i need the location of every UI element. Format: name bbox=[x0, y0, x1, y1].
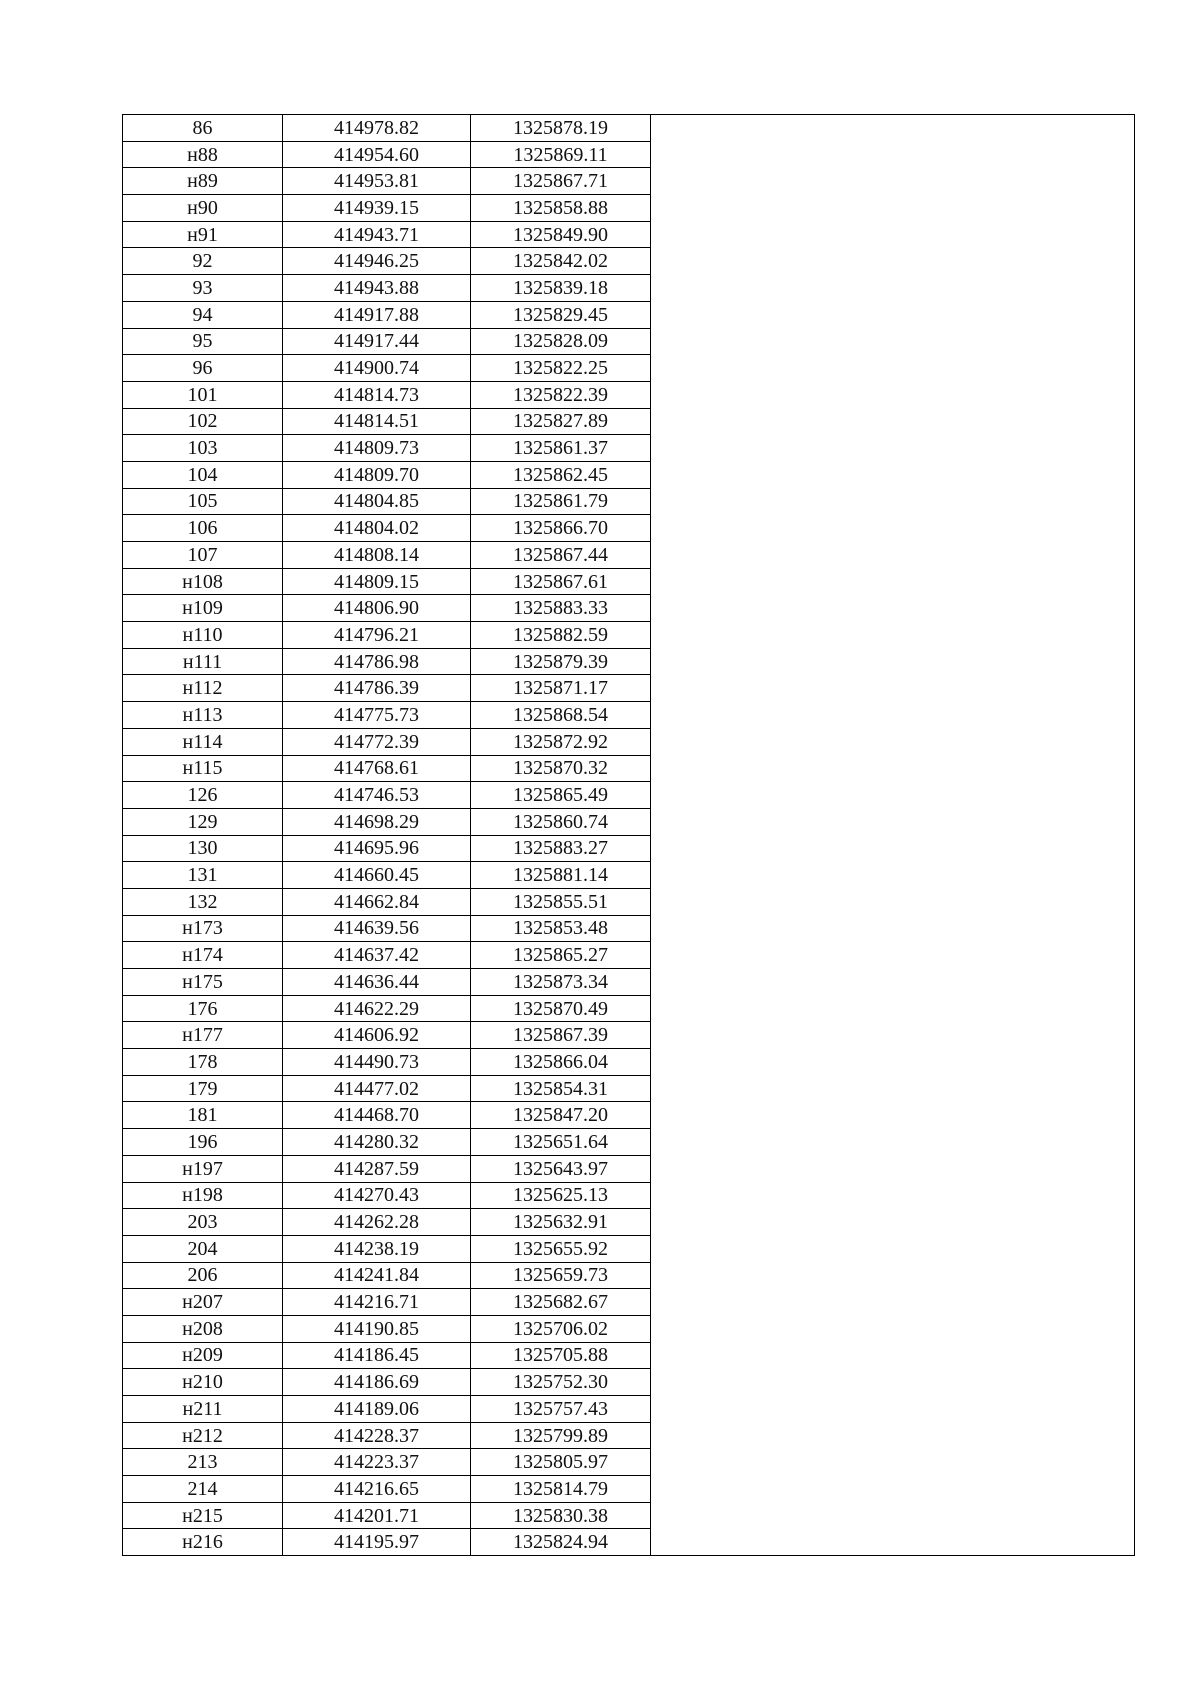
y-coordinate-cell: 1325878.19 bbox=[471, 115, 651, 142]
y-coordinate-cell: 1325822.39 bbox=[471, 381, 651, 408]
point-number-cell: 176 bbox=[123, 995, 283, 1022]
point-number-cell: 203 bbox=[123, 1209, 283, 1236]
point-number-cell: н209 bbox=[123, 1342, 283, 1369]
point-number-cell: н89 bbox=[123, 168, 283, 195]
point-number-cell: н88 bbox=[123, 141, 283, 168]
point-number-cell: н198 bbox=[123, 1182, 283, 1209]
point-number-cell: н197 bbox=[123, 1155, 283, 1182]
x-coordinate-cell: 414775.73 bbox=[283, 702, 471, 729]
point-number-cell: н216 bbox=[123, 1529, 283, 1556]
x-coordinate-cell: 414917.88 bbox=[283, 301, 471, 328]
x-coordinate-cell: 414943.71 bbox=[283, 221, 471, 248]
y-coordinate-cell: 1325865.49 bbox=[471, 782, 651, 809]
x-coordinate-cell: 414216.65 bbox=[283, 1476, 471, 1503]
point-number-cell: 131 bbox=[123, 862, 283, 889]
x-coordinate-cell: 414698.29 bbox=[283, 808, 471, 835]
point-number-cell: 213 bbox=[123, 1449, 283, 1476]
point-number-cell: н212 bbox=[123, 1422, 283, 1449]
y-coordinate-cell: 1325866.70 bbox=[471, 515, 651, 542]
point-number-cell: н207 bbox=[123, 1289, 283, 1316]
point-number-cell: 179 bbox=[123, 1075, 283, 1102]
coordinates-table-body bbox=[123, 115, 1135, 1556]
y-coordinate-cell: 1325828.09 bbox=[471, 328, 651, 355]
point-number-cell: 102 bbox=[123, 408, 283, 435]
y-coordinate-cell: 1325866.04 bbox=[471, 1049, 651, 1076]
y-coordinate-cell: 1325870.49 bbox=[471, 995, 651, 1022]
y-coordinate-cell: 1325883.33 bbox=[471, 595, 651, 622]
x-coordinate-cell: 414228.37 bbox=[283, 1422, 471, 1449]
x-coordinate-cell: 414287.59 bbox=[283, 1155, 471, 1182]
point-number-cell: 107 bbox=[123, 542, 283, 569]
y-coordinate-cell: 1325839.18 bbox=[471, 275, 651, 302]
y-coordinate-cell: 1325867.71 bbox=[471, 168, 651, 195]
point-number-cell: 103 bbox=[123, 435, 283, 462]
x-coordinate-cell: 414900.74 bbox=[283, 355, 471, 382]
y-coordinate-cell: 1325854.31 bbox=[471, 1075, 651, 1102]
point-number-cell: 94 bbox=[123, 301, 283, 328]
point-number-cell: н215 bbox=[123, 1502, 283, 1529]
point-number-cell: н90 bbox=[123, 195, 283, 222]
point-number-cell: 181 bbox=[123, 1102, 283, 1129]
x-coordinate-cell: 414468.70 bbox=[283, 1102, 471, 1129]
table-row bbox=[123, 115, 1135, 142]
point-number-cell: н210 bbox=[123, 1369, 283, 1396]
x-coordinate-cell: 414746.53 bbox=[283, 782, 471, 809]
x-coordinate-cell: 414809.70 bbox=[283, 461, 471, 488]
y-coordinate-cell: 1325865.27 bbox=[471, 942, 651, 969]
point-number-cell: 105 bbox=[123, 488, 283, 515]
point-number-cell: 92 bbox=[123, 248, 283, 275]
x-coordinate-cell: 414814.73 bbox=[283, 381, 471, 408]
x-coordinate-cell: 414917.44 bbox=[283, 328, 471, 355]
y-coordinate-cell: 1325814.79 bbox=[471, 1476, 651, 1503]
x-coordinate-cell: 414809.73 bbox=[283, 435, 471, 462]
point-number-cell: н114 bbox=[123, 728, 283, 755]
x-coordinate-cell: 414216.71 bbox=[283, 1289, 471, 1316]
y-coordinate-cell: 1325625.13 bbox=[471, 1182, 651, 1209]
y-coordinate-cell: 1325706.02 bbox=[471, 1315, 651, 1342]
point-number-cell: 132 bbox=[123, 888, 283, 915]
coordinates-table bbox=[122, 114, 1135, 1556]
y-coordinate-cell: 1325858.88 bbox=[471, 195, 651, 222]
y-coordinate-cell: 1325867.44 bbox=[471, 542, 651, 569]
y-coordinate-cell: 1325872.92 bbox=[471, 728, 651, 755]
point-number-cell: н108 bbox=[123, 568, 283, 595]
y-coordinate-cell: 1325824.94 bbox=[471, 1529, 651, 1556]
point-number-cell: н115 bbox=[123, 755, 283, 782]
y-coordinate-cell: 1325869.11 bbox=[471, 141, 651, 168]
point-number-cell: н112 bbox=[123, 675, 283, 702]
y-coordinate-cell: 1325882.59 bbox=[471, 622, 651, 649]
y-coordinate-cell: 1325659.73 bbox=[471, 1262, 651, 1289]
point-number-cell: 96 bbox=[123, 355, 283, 382]
x-coordinate-cell: 414772.39 bbox=[283, 728, 471, 755]
point-number-cell: 204 bbox=[123, 1235, 283, 1262]
x-coordinate-cell: 414695.96 bbox=[283, 835, 471, 862]
x-coordinate-cell: 414189.06 bbox=[283, 1396, 471, 1423]
empty-notes-cell bbox=[651, 115, 1135, 1556]
x-coordinate-cell: 414636.44 bbox=[283, 969, 471, 996]
y-coordinate-cell: 1325849.90 bbox=[471, 221, 651, 248]
point-number-cell: н174 bbox=[123, 942, 283, 969]
x-coordinate-cell: 414637.42 bbox=[283, 942, 471, 969]
y-coordinate-cell: 1325861.79 bbox=[471, 488, 651, 515]
x-coordinate-cell: 414662.84 bbox=[283, 888, 471, 915]
x-coordinate-cell: 414186.45 bbox=[283, 1342, 471, 1369]
y-coordinate-cell: 1325862.45 bbox=[471, 461, 651, 488]
y-coordinate-cell: 1325842.02 bbox=[471, 248, 651, 275]
y-coordinate-cell: 1325847.20 bbox=[471, 1102, 651, 1129]
y-coordinate-cell: 1325752.30 bbox=[471, 1369, 651, 1396]
x-coordinate-cell: 414953.81 bbox=[283, 168, 471, 195]
y-coordinate-cell: 1325655.92 bbox=[471, 1235, 651, 1262]
x-coordinate-cell: 414270.43 bbox=[283, 1182, 471, 1209]
x-coordinate-cell: 414639.56 bbox=[283, 915, 471, 942]
x-coordinate-cell: 414786.98 bbox=[283, 648, 471, 675]
point-number-cell: н208 bbox=[123, 1315, 283, 1342]
x-coordinate-cell: 414796.21 bbox=[283, 622, 471, 649]
x-coordinate-cell: 414814.51 bbox=[283, 408, 471, 435]
y-coordinate-cell: 1325651.64 bbox=[471, 1129, 651, 1156]
x-coordinate-cell: 414190.85 bbox=[283, 1315, 471, 1342]
y-coordinate-cell: 1325867.61 bbox=[471, 568, 651, 595]
x-coordinate-cell: 414954.60 bbox=[283, 141, 471, 168]
x-coordinate-cell: 414606.92 bbox=[283, 1022, 471, 1049]
x-coordinate-cell: 414477.02 bbox=[283, 1075, 471, 1102]
y-coordinate-cell: 1325868.54 bbox=[471, 702, 651, 729]
point-number-cell: н109 bbox=[123, 595, 283, 622]
y-coordinate-cell: 1325867.39 bbox=[471, 1022, 651, 1049]
point-number-cell: 126 bbox=[123, 782, 283, 809]
x-coordinate-cell: 414978.82 bbox=[283, 115, 471, 142]
point-number-cell: н173 bbox=[123, 915, 283, 942]
point-number-cell: 130 bbox=[123, 835, 283, 862]
x-coordinate-cell: 414809.15 bbox=[283, 568, 471, 595]
point-number-cell: 129 bbox=[123, 808, 283, 835]
y-coordinate-cell: 1325705.88 bbox=[471, 1342, 651, 1369]
point-number-cell: 214 bbox=[123, 1476, 283, 1503]
y-coordinate-cell: 1325822.25 bbox=[471, 355, 651, 382]
x-coordinate-cell: 414808.14 bbox=[283, 542, 471, 569]
y-coordinate-cell: 1325881.14 bbox=[471, 862, 651, 889]
x-coordinate-cell: 414262.28 bbox=[283, 1209, 471, 1236]
point-number-cell: 86 bbox=[123, 115, 283, 142]
x-coordinate-cell: 414201.71 bbox=[283, 1502, 471, 1529]
point-number-cell: н211 bbox=[123, 1396, 283, 1423]
x-coordinate-cell: 414241.84 bbox=[283, 1262, 471, 1289]
x-coordinate-cell: 414943.88 bbox=[283, 275, 471, 302]
point-number-cell: 206 bbox=[123, 1262, 283, 1289]
y-coordinate-cell: 1325855.51 bbox=[471, 888, 651, 915]
point-number-cell: 196 bbox=[123, 1129, 283, 1156]
x-coordinate-cell: 414223.37 bbox=[283, 1449, 471, 1476]
y-coordinate-cell: 1325873.34 bbox=[471, 969, 651, 996]
y-coordinate-cell: 1325883.27 bbox=[471, 835, 651, 862]
x-coordinate-cell: 414186.69 bbox=[283, 1369, 471, 1396]
x-coordinate-cell: 414490.73 bbox=[283, 1049, 471, 1076]
point-number-cell: н175 bbox=[123, 969, 283, 996]
x-coordinate-cell: 414768.61 bbox=[283, 755, 471, 782]
y-coordinate-cell: 1325861.37 bbox=[471, 435, 651, 462]
y-coordinate-cell: 1325827.89 bbox=[471, 408, 651, 435]
y-coordinate-cell: 1325682.67 bbox=[471, 1289, 651, 1316]
y-coordinate-cell: 1325871.17 bbox=[471, 675, 651, 702]
x-coordinate-cell: 414622.29 bbox=[283, 995, 471, 1022]
x-coordinate-cell: 414195.97 bbox=[283, 1529, 471, 1556]
x-coordinate-cell: 414804.02 bbox=[283, 515, 471, 542]
point-number-cell: н91 bbox=[123, 221, 283, 248]
x-coordinate-cell: 414804.85 bbox=[283, 488, 471, 515]
x-coordinate-cell: 414946.25 bbox=[283, 248, 471, 275]
y-coordinate-cell: 1325830.38 bbox=[471, 1502, 651, 1529]
y-coordinate-cell: 1325829.45 bbox=[471, 301, 651, 328]
point-number-cell: н177 bbox=[123, 1022, 283, 1049]
point-number-cell: 104 bbox=[123, 461, 283, 488]
y-coordinate-cell: 1325879.39 bbox=[471, 648, 651, 675]
y-coordinate-cell: 1325870.32 bbox=[471, 755, 651, 782]
y-coordinate-cell: 1325853.48 bbox=[471, 915, 651, 942]
y-coordinate-cell: 1325860.74 bbox=[471, 808, 651, 835]
x-coordinate-cell: 414280.32 bbox=[283, 1129, 471, 1156]
y-coordinate-cell: 1325805.97 bbox=[471, 1449, 651, 1476]
y-coordinate-cell: 1325632.91 bbox=[471, 1209, 651, 1236]
point-number-cell: 93 bbox=[123, 275, 283, 302]
y-coordinate-cell: 1325643.97 bbox=[471, 1155, 651, 1182]
point-number-cell: 178 bbox=[123, 1049, 283, 1076]
x-coordinate-cell: 414660.45 bbox=[283, 862, 471, 889]
point-number-cell: н111 bbox=[123, 648, 283, 675]
x-coordinate-cell: 414939.15 bbox=[283, 195, 471, 222]
point-number-cell: 95 bbox=[123, 328, 283, 355]
y-coordinate-cell: 1325757.43 bbox=[471, 1396, 651, 1423]
y-coordinate-cell: 1325799.89 bbox=[471, 1422, 651, 1449]
point-number-cell: 101 bbox=[123, 381, 283, 408]
point-number-cell: н110 bbox=[123, 622, 283, 649]
x-coordinate-cell: 414238.19 bbox=[283, 1235, 471, 1262]
point-number-cell: н113 bbox=[123, 702, 283, 729]
point-number-cell: 106 bbox=[123, 515, 283, 542]
x-coordinate-cell: 414806.90 bbox=[283, 595, 471, 622]
x-coordinate-cell: 414786.39 bbox=[283, 675, 471, 702]
